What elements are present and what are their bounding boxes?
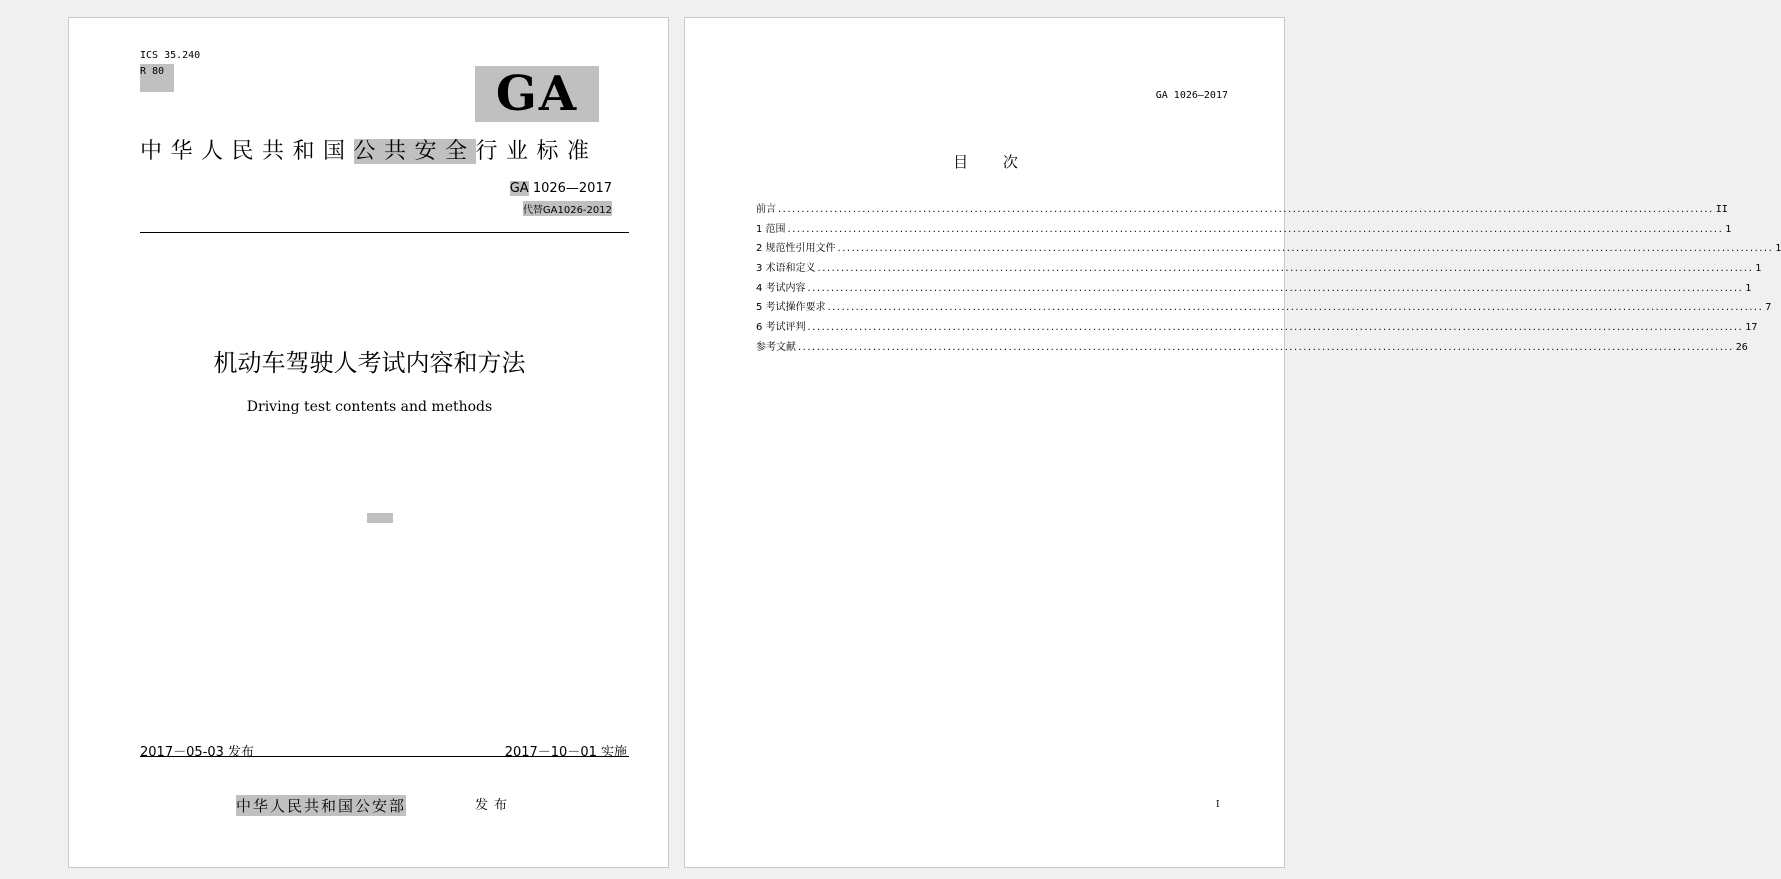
- toc-entry-label: 前言: [756, 204, 776, 215]
- industry-prefix: 中华人民共和国: [140, 139, 354, 164]
- toc-entry[interactable]: [756, 220, 1732, 240]
- cover-page: [68, 17, 669, 868]
- classification-codes: [140, 48, 200, 92]
- toc-entry[interactable]: [756, 239, 1781, 259]
- toc-entry[interactable]: [756, 259, 1762, 279]
- toc-entry[interactable]: [756, 298, 1772, 318]
- toc-entry-page: 1: [1745, 282, 1752, 294]
- toc-leader-dots: ........................................................................................................................................................................................................: [817, 263, 1754, 275]
- toc-entry-label: 6 考试评判: [756, 322, 806, 334]
- toc-entry[interactable]: [756, 279, 1752, 299]
- toc-entry-page: 1: [1755, 263, 1762, 275]
- toc-leader-dots: ........................................................................................................................................................................................................: [787, 223, 1724, 235]
- toc-title: 目 次: [953, 153, 1018, 171]
- placeholder-box: [367, 513, 393, 523]
- toc-entry-label: 4 考试内容: [756, 282, 806, 294]
- bottom-divider: [140, 756, 629, 757]
- replaces-note: 代替GA1026-2012: [523, 201, 612, 216]
- toc-entry[interactable]: [756, 338, 1748, 358]
- toc-entry-page: 1: [1775, 243, 1781, 255]
- toc-entry-label: 3 术语和定义: [756, 263, 816, 275]
- issue-word: 发布: [475, 798, 514, 813]
- toc-leader-dots: ........................................................................................................................................................................................................: [827, 302, 1764, 314]
- toc-entry-page: 26: [1735, 341, 1748, 353]
- issuer: 中华人民共和国公安部: [236, 797, 407, 815]
- header-standard-number: GA 1026—2017: [1155, 90, 1228, 101]
- standard-prefix: GA: [509, 181, 529, 196]
- toc-entry[interactable]: [756, 200, 1728, 220]
- standard-rest: 1026—2017: [528, 181, 612, 196]
- page-number: I: [1216, 800, 1220, 810]
- ga-logo: GA: [475, 66, 599, 122]
- toc-leader-dots: ........................................................................................................................................................................................................: [807, 282, 1744, 294]
- toc-leader-dots: ........................................................................................................................................................................................................: [807, 322, 1744, 334]
- standard-number: [510, 181, 612, 196]
- toc-leader-dots: ........................................................................................................................................................................................................: [798, 341, 1734, 353]
- toc-leader-dots: ........................................................................................................................................................................................................: [837, 243, 1774, 255]
- implement-date: 2017－10－01 实施: [504, 745, 627, 760]
- class-code: R 80: [140, 64, 174, 92]
- industry-standard-heading: [140, 134, 598, 165]
- top-divider: [140, 232, 629, 233]
- toc-entry-label: 参考文献: [756, 341, 796, 353]
- publish-date: 2017－05-03 发布: [140, 745, 254, 760]
- toc-entry-label: 2 规范性引用文件: [756, 243, 836, 255]
- toc-leader-dots: ........................................................................................................................................................................................................: [778, 204, 1714, 215]
- industry-suffix: 行业标准: [475, 139, 598, 164]
- toc-entry[interactable]: [756, 318, 1758, 338]
- title-english: Driving test contents and methods: [246, 399, 493, 415]
- ics-code: ICS 35.240: [140, 50, 201, 61]
- toc-entry-page: 7: [1765, 302, 1772, 314]
- title-chinese: 机动车驾驶人考试内容和方法: [213, 349, 526, 377]
- table-of-contents: [756, 200, 1781, 358]
- toc-page: [684, 17, 1781, 868]
- industry-highlight: 公共安全: [353, 139, 476, 164]
- toc-entry-label: 1 范围: [756, 223, 786, 235]
- toc-entry-label: 5 考试操作要求: [756, 302, 826, 314]
- toc-entry-page: II: [1715, 204, 1728, 215]
- toc-entry-page: 1: [1725, 223, 1732, 235]
- toc-entry-page: 17: [1745, 322, 1758, 334]
